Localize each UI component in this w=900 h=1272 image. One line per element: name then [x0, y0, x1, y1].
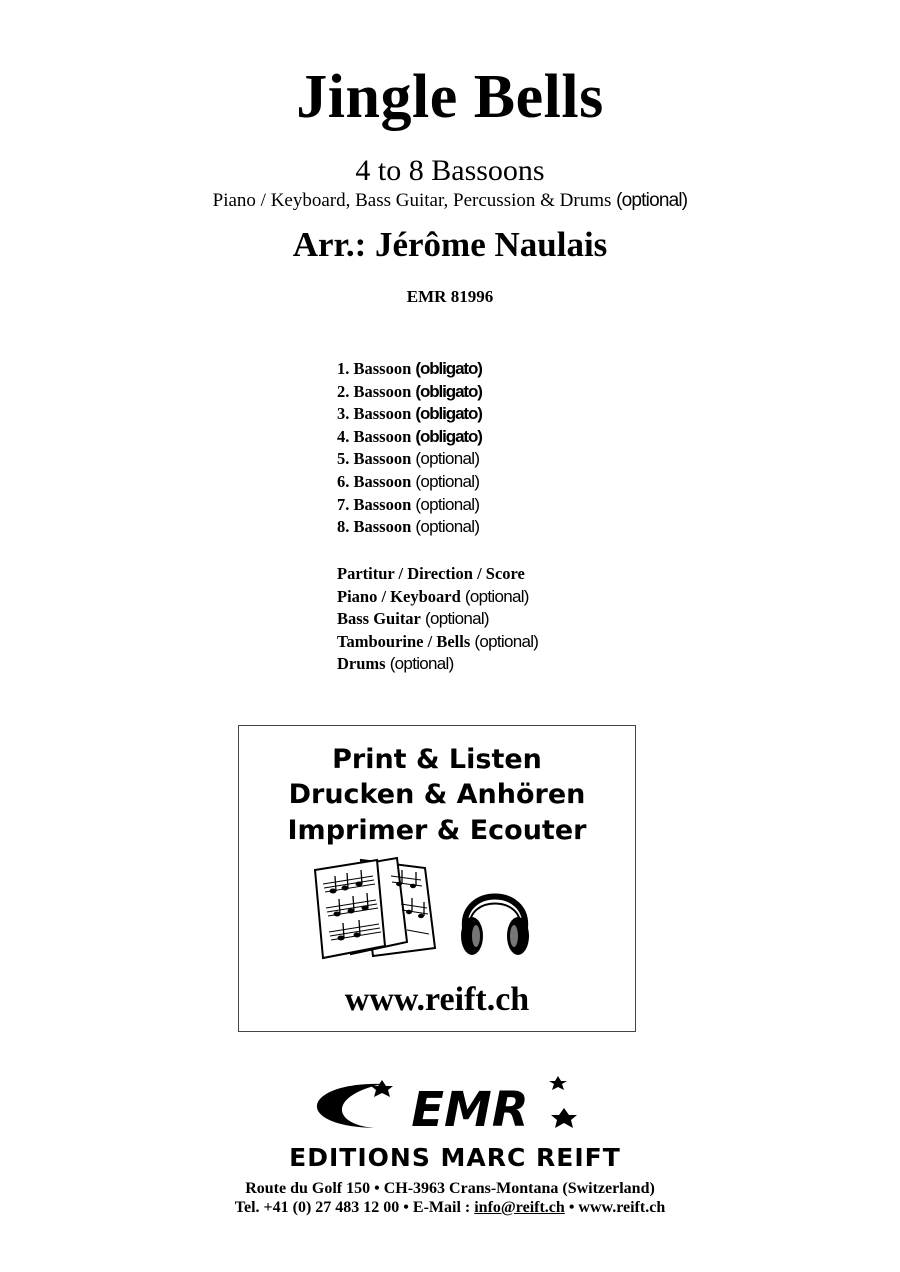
extras-list: [337, 563, 538, 676]
svg-text:EMR: EMR: [411, 1082, 529, 1138]
list-item: Tambourine / Bells (optional): [337, 631, 539, 651]
svg-text:EDITIONS MARC REIFT: EDITIONS MARC REIFT: [289, 1143, 621, 1172]
arranger: Arr.: Jérôme Naulais: [292, 225, 608, 264]
subtitle: 4 to 8 Bassoons: [355, 154, 545, 187]
list-item: 3. Bassoon (obligato): [337, 404, 482, 424]
list-item: 7. Bassoon (optional): [337, 494, 480, 514]
promo-line-german: Drucken & Anhören: [288, 779, 586, 810]
list-item: 4. Bassoon (obligato): [337, 426, 482, 446]
sheet-music-icon: [313, 854, 443, 964]
headphones-icon: [457, 876, 533, 958]
promo-line-english: Print & Listen: [332, 744, 542, 775]
list-item: 5. Bassoon (optional): [337, 449, 480, 469]
page-title: Jingle Bells: [296, 63, 604, 131]
list-item: 2. Bassoon (obligato): [337, 381, 482, 401]
list-item: Partitur / Direction / Score: [337, 564, 525, 583]
catalog-number: EMR 81996: [406, 287, 494, 306]
list-item: 1. Bassoon (obligato): [337, 359, 482, 378]
website-link[interactable]: www.reift.ch: [344, 981, 530, 1018]
promo-line-french: Imprimer & Ecouter: [287, 815, 587, 846]
list-item: 8. Bassoon (optional): [337, 517, 480, 537]
instrumentation: [0, 190, 900, 212]
print-listen-box: [238, 725, 636, 1032]
list-item: Drums (optional): [337, 654, 454, 674]
list-item: Piano / Keyboard (optional): [337, 586, 529, 606]
instrumentation-text: Piano / Keyboard, Bass Guitar, Percussion & Drums: [212, 190, 612, 211]
instrumentation-note: (optional): [616, 190, 688, 211]
emr-logo: [232, 1072, 678, 1172]
list-item: Bass Guitar (optional): [337, 609, 489, 629]
email-link[interactable]: info@reift.ch: [474, 1199, 565, 1216]
publisher-contact: Tel. +41 (0) 27 483 12 00 • E-Mail : info@reift.ch • www.reift.ch: [234, 1199, 666, 1216]
list-item: 6. Bassoon (optional): [337, 471, 480, 491]
parts-list: [337, 358, 482, 539]
publisher-address: Route du Golf 150 • CH-3963 Crans-Montana (Switzerland): [245, 1180, 655, 1197]
